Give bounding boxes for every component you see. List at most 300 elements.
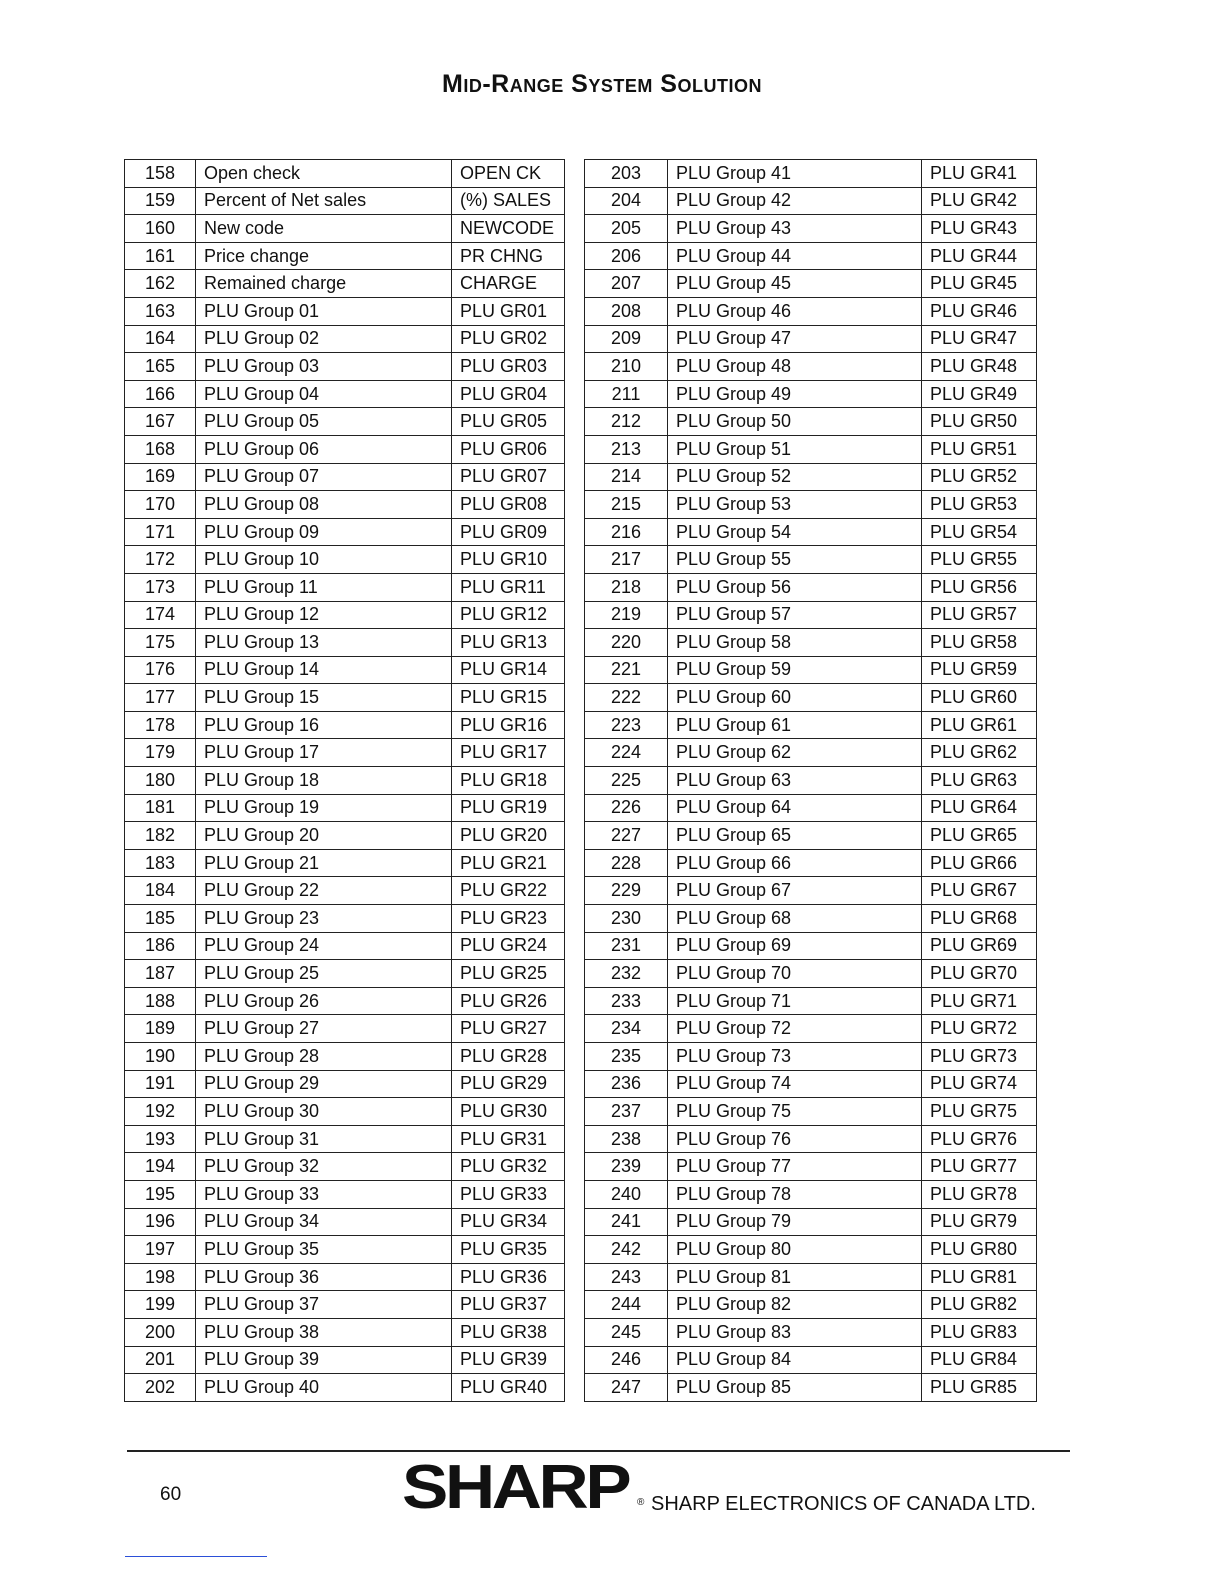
code-mnemonic: PLU GR25 bbox=[452, 960, 565, 988]
table-row bbox=[125, 160, 565, 188]
table-row bbox=[125, 270, 565, 298]
code-mnemonic: PLU GR29 bbox=[452, 1070, 565, 1098]
code-table-right bbox=[584, 159, 1037, 1402]
table-row bbox=[125, 739, 565, 767]
table-row bbox=[125, 1098, 565, 1126]
code-number: 239 bbox=[585, 1153, 668, 1181]
code-number: 226 bbox=[585, 794, 668, 822]
code-number: 162 bbox=[125, 270, 196, 298]
code-mnemonic: PLU GR72 bbox=[922, 1015, 1037, 1043]
table-row bbox=[585, 325, 1037, 353]
code-description: PLU Group 68 bbox=[668, 905, 922, 933]
code-number: 229 bbox=[585, 877, 668, 905]
code-description: PLU Group 72 bbox=[668, 1015, 922, 1043]
table-row bbox=[125, 1153, 565, 1181]
code-number: 240 bbox=[585, 1180, 668, 1208]
table-row bbox=[125, 960, 565, 988]
code-mnemonic: PLU GR16 bbox=[452, 711, 565, 739]
code-mnemonic: PLU GR38 bbox=[452, 1318, 565, 1346]
code-description: PLU Group 08 bbox=[196, 491, 452, 519]
code-mnemonic: PLU GR09 bbox=[452, 518, 565, 546]
table-row bbox=[125, 932, 565, 960]
code-number: 222 bbox=[585, 684, 668, 712]
table-row bbox=[585, 353, 1037, 381]
code-number: 160 bbox=[125, 215, 196, 243]
code-number: 193 bbox=[125, 1125, 196, 1153]
code-description: PLU Group 24 bbox=[196, 932, 452, 960]
code-mnemonic: PLU GR65 bbox=[922, 822, 1037, 850]
table-row bbox=[125, 1346, 565, 1374]
code-number: 202 bbox=[125, 1374, 196, 1402]
table-row bbox=[125, 297, 565, 325]
code-description: PLU Group 45 bbox=[668, 270, 922, 298]
code-mnemonic: PLU GR26 bbox=[452, 987, 565, 1015]
table-row bbox=[125, 1291, 565, 1319]
code-description: PLU Group 61 bbox=[668, 711, 922, 739]
code-mnemonic: PLU GR17 bbox=[452, 739, 565, 767]
registered-mark: ® bbox=[637, 1497, 645, 1508]
code-description: PLU Group 39 bbox=[196, 1346, 452, 1374]
code-number: 221 bbox=[585, 656, 668, 684]
code-mnemonic: PLU GR20 bbox=[452, 822, 565, 850]
code-mnemonic: PLU GR67 bbox=[922, 877, 1037, 905]
code-description: PLU Group 79 bbox=[668, 1208, 922, 1236]
code-description: PLU Group 31 bbox=[196, 1125, 452, 1153]
code-description: PLU Group 07 bbox=[196, 463, 452, 491]
code-number: 175 bbox=[125, 629, 196, 657]
code-description: PLU Group 18 bbox=[196, 767, 452, 795]
table-row bbox=[125, 518, 565, 546]
code-description: PLU Group 06 bbox=[196, 435, 452, 463]
table-row bbox=[585, 408, 1037, 436]
code-description: PLU Group 56 bbox=[668, 573, 922, 601]
table-row bbox=[585, 297, 1037, 325]
code-number: 178 bbox=[125, 711, 196, 739]
sharp-logo: SHARP bbox=[402, 1453, 629, 1522]
code-description: PLU Group 75 bbox=[668, 1098, 922, 1126]
code-number: 227 bbox=[585, 822, 668, 850]
code-number: 183 bbox=[125, 849, 196, 877]
page-number: 60 bbox=[160, 1484, 182, 1505]
code-number: 199 bbox=[125, 1291, 196, 1319]
code-mnemonic: PLU GR39 bbox=[452, 1346, 565, 1374]
code-description: New code bbox=[196, 215, 452, 243]
table-row bbox=[585, 435, 1037, 463]
table-row bbox=[125, 215, 565, 243]
code-description: PLU Group 77 bbox=[668, 1153, 922, 1181]
code-mnemonic: PLU GR73 bbox=[922, 1043, 1037, 1071]
table-row bbox=[585, 1236, 1037, 1264]
code-description: PLU Group 60 bbox=[668, 684, 922, 712]
code-number: 168 bbox=[125, 435, 196, 463]
table-row bbox=[585, 463, 1037, 491]
table-row bbox=[585, 160, 1037, 188]
code-number: 230 bbox=[585, 905, 668, 933]
code-number: 225 bbox=[585, 767, 668, 795]
code-number: 165 bbox=[125, 353, 196, 381]
table-row bbox=[125, 573, 565, 601]
code-mnemonic: PLU GR06 bbox=[452, 435, 565, 463]
code-description: PLU Group 62 bbox=[668, 739, 922, 767]
code-number: 158 bbox=[125, 160, 196, 188]
code-description: PLU Group 74 bbox=[668, 1070, 922, 1098]
code-mnemonic: PLU GR02 bbox=[452, 325, 565, 353]
table-row bbox=[125, 463, 565, 491]
code-number: 213 bbox=[585, 435, 668, 463]
code-mnemonic: PLU GR13 bbox=[452, 629, 565, 657]
code-description: PLU Group 46 bbox=[668, 297, 922, 325]
code-mnemonic: PLU GR78 bbox=[922, 1180, 1037, 1208]
code-mnemonic: PLU GR30 bbox=[452, 1098, 565, 1126]
code-description: PLU Group 17 bbox=[196, 739, 452, 767]
code-number: 219 bbox=[585, 601, 668, 629]
code-mnemonic: PR CHNG bbox=[452, 242, 565, 270]
table-row bbox=[585, 546, 1037, 574]
code-description: PLU Group 71 bbox=[668, 987, 922, 1015]
code-number: 238 bbox=[585, 1125, 668, 1153]
code-mnemonic: PLU GR35 bbox=[452, 1236, 565, 1264]
code-number: 214 bbox=[585, 463, 668, 491]
code-mnemonic: PLU GR45 bbox=[922, 270, 1037, 298]
code-description: PLU Group 38 bbox=[196, 1318, 452, 1346]
code-description: PLU Group 55 bbox=[668, 546, 922, 574]
code-description: PLU Group 21 bbox=[196, 849, 452, 877]
code-description: PLU Group 20 bbox=[196, 822, 452, 850]
code-number: 243 bbox=[585, 1263, 668, 1291]
code-description: PLU Group 65 bbox=[668, 822, 922, 850]
code-description: PLU Group 42 bbox=[668, 187, 922, 215]
code-description: PLU Group 40 bbox=[196, 1374, 452, 1402]
table-row bbox=[585, 739, 1037, 767]
table-row bbox=[585, 1070, 1037, 1098]
code-number: 200 bbox=[125, 1318, 196, 1346]
code-mnemonic: PLU GR57 bbox=[922, 601, 1037, 629]
code-number: 204 bbox=[585, 187, 668, 215]
code-description: PLU Group 58 bbox=[668, 629, 922, 657]
code-number: 170 bbox=[125, 491, 196, 519]
code-mnemonic: PLU GR31 bbox=[452, 1125, 565, 1153]
table-row bbox=[125, 905, 565, 933]
code-number: 171 bbox=[125, 518, 196, 546]
table-row bbox=[125, 656, 565, 684]
code-mnemonic: NEWCODE bbox=[452, 215, 565, 243]
code-number: 212 bbox=[585, 408, 668, 436]
code-mnemonic: PLU GR32 bbox=[452, 1153, 565, 1181]
table-row bbox=[125, 435, 565, 463]
table-row bbox=[585, 1153, 1037, 1181]
table-row bbox=[125, 380, 565, 408]
code-mnemonic: PLU GR34 bbox=[452, 1208, 565, 1236]
company-name: SHARP ELECTRONICS OF CANADA LTD. bbox=[651, 1493, 1036, 1515]
code-number: 192 bbox=[125, 1098, 196, 1126]
code-description: PLU Group 57 bbox=[668, 601, 922, 629]
code-number: 186 bbox=[125, 932, 196, 960]
table-row bbox=[125, 711, 565, 739]
code-description: PLU Group 09 bbox=[196, 518, 452, 546]
code-number: 241 bbox=[585, 1208, 668, 1236]
code-mnemonic: PLU GR59 bbox=[922, 656, 1037, 684]
code-mnemonic: PLU GR23 bbox=[452, 905, 565, 933]
code-number: 180 bbox=[125, 767, 196, 795]
table-row bbox=[585, 1291, 1037, 1319]
table-row bbox=[125, 1318, 565, 1346]
code-number: 209 bbox=[585, 325, 668, 353]
table-row bbox=[125, 408, 565, 436]
table-row bbox=[585, 1346, 1037, 1374]
code-description: PLU Group 01 bbox=[196, 297, 452, 325]
code-number: 215 bbox=[585, 491, 668, 519]
code-number: 187 bbox=[125, 960, 196, 988]
code-description: PLU Group 04 bbox=[196, 380, 452, 408]
code-description: PLU Group 43 bbox=[668, 215, 922, 243]
code-number: 217 bbox=[585, 546, 668, 574]
table-row bbox=[585, 491, 1037, 519]
code-number: 190 bbox=[125, 1043, 196, 1071]
code-mnemonic: PLU GR68 bbox=[922, 905, 1037, 933]
table-row bbox=[125, 187, 565, 215]
table-row bbox=[585, 1098, 1037, 1126]
code-number: 163 bbox=[125, 297, 196, 325]
code-description: PLU Group 78 bbox=[668, 1180, 922, 1208]
code-number: 182 bbox=[125, 822, 196, 850]
code-description: PLU Group 81 bbox=[668, 1263, 922, 1291]
code-mnemonic: PLU GR08 bbox=[452, 491, 565, 519]
code-number: 197 bbox=[125, 1236, 196, 1264]
code-mnemonic: PLU GR69 bbox=[922, 932, 1037, 960]
code-description: PLU Group 37 bbox=[196, 1291, 452, 1319]
code-mnemonic: PLU GR33 bbox=[452, 1180, 565, 1208]
code-mnemonic: PLU GR21 bbox=[452, 849, 565, 877]
code-number: 195 bbox=[125, 1180, 196, 1208]
code-description: PLU Group 59 bbox=[668, 656, 922, 684]
code-number: 189 bbox=[125, 1015, 196, 1043]
table-row bbox=[585, 711, 1037, 739]
table-row bbox=[125, 1236, 565, 1264]
code-number: 237 bbox=[585, 1098, 668, 1126]
code-description: PLU Group 03 bbox=[196, 353, 452, 381]
code-description: PLU Group 47 bbox=[668, 325, 922, 353]
code-mnemonic: PLU GR12 bbox=[452, 601, 565, 629]
code-number: 246 bbox=[585, 1346, 668, 1374]
code-description: PLU Group 05 bbox=[196, 408, 452, 436]
table-row bbox=[585, 656, 1037, 684]
code-mnemonic: PLU GR53 bbox=[922, 491, 1037, 519]
code-mnemonic: PLU GR15 bbox=[452, 684, 565, 712]
code-number: 210 bbox=[585, 353, 668, 381]
table-row bbox=[125, 1180, 565, 1208]
code-description: PLU Group 48 bbox=[668, 353, 922, 381]
table-row bbox=[585, 684, 1037, 712]
code-description: Price change bbox=[196, 242, 452, 270]
table-row bbox=[125, 877, 565, 905]
code-description: PLU Group 36 bbox=[196, 1263, 452, 1291]
table-row bbox=[585, 822, 1037, 850]
table-row bbox=[125, 601, 565, 629]
code-description: PLU Group 14 bbox=[196, 656, 452, 684]
table-row bbox=[125, 1015, 565, 1043]
code-description: PLU Group 15 bbox=[196, 684, 452, 712]
code-mnemonic: PLU GR11 bbox=[452, 573, 565, 601]
code-mnemonic: PLU GR48 bbox=[922, 353, 1037, 381]
code-description: PLU Group 02 bbox=[196, 325, 452, 353]
code-mnemonic: PLU GR50 bbox=[922, 408, 1037, 436]
code-description: PLU Group 13 bbox=[196, 629, 452, 657]
table-row bbox=[125, 1125, 565, 1153]
code-number: 232 bbox=[585, 960, 668, 988]
code-number: 166 bbox=[125, 380, 196, 408]
code-mnemonic: PLU GR04 bbox=[452, 380, 565, 408]
code-description: PLU Group 67 bbox=[668, 877, 922, 905]
code-mnemonic: PLU GR07 bbox=[452, 463, 565, 491]
code-description: PLU Group 64 bbox=[668, 794, 922, 822]
table-row bbox=[125, 822, 565, 850]
code-description: PLU Group 25 bbox=[196, 960, 452, 988]
code-mnemonic: PLU GR82 bbox=[922, 1291, 1037, 1319]
code-number: 224 bbox=[585, 739, 668, 767]
code-mnemonic: PLU GR66 bbox=[922, 849, 1037, 877]
code-number: 231 bbox=[585, 932, 668, 960]
code-number: 177 bbox=[125, 684, 196, 712]
code-mnemonic: PLU GR14 bbox=[452, 656, 565, 684]
code-mnemonic: PLU GR01 bbox=[452, 297, 565, 325]
table-row bbox=[125, 794, 565, 822]
table-row bbox=[125, 491, 565, 519]
code-description: PLU Group 11 bbox=[196, 573, 452, 601]
table-row bbox=[125, 629, 565, 657]
code-description: PLU Group 30 bbox=[196, 1098, 452, 1126]
table-row bbox=[585, 242, 1037, 270]
code-number: 176 bbox=[125, 656, 196, 684]
code-number: 164 bbox=[125, 325, 196, 353]
code-number: 169 bbox=[125, 463, 196, 491]
code-mnemonic: PLU GR64 bbox=[922, 794, 1037, 822]
code-description: PLU Group 49 bbox=[668, 380, 922, 408]
code-mnemonic: PLU GR19 bbox=[452, 794, 565, 822]
code-description: Remained charge bbox=[196, 270, 452, 298]
table-row bbox=[585, 518, 1037, 546]
code-number: 194 bbox=[125, 1153, 196, 1181]
code-mnemonic: PLU GR75 bbox=[922, 1098, 1037, 1126]
code-mnemonic: PLU GR42 bbox=[922, 187, 1037, 215]
scan-underline bbox=[125, 1556, 267, 1557]
code-mnemonic: PLU GR03 bbox=[452, 353, 565, 381]
code-description: PLU Group 70 bbox=[668, 960, 922, 988]
code-number: 206 bbox=[585, 242, 668, 270]
table-row bbox=[585, 1043, 1037, 1071]
table-row bbox=[585, 960, 1037, 988]
code-description: PLU Group 19 bbox=[196, 794, 452, 822]
code-mnemonic: PLU GR10 bbox=[452, 546, 565, 574]
code-description: Percent of Net sales bbox=[196, 187, 452, 215]
code-mnemonic: PLU GR55 bbox=[922, 546, 1037, 574]
code-number: 174 bbox=[125, 601, 196, 629]
code-mnemonic: PLU GR70 bbox=[922, 960, 1037, 988]
code-mnemonic: PLU GR61 bbox=[922, 711, 1037, 739]
table-row bbox=[125, 1374, 565, 1402]
code-mnemonic: PLU GR24 bbox=[452, 932, 565, 960]
code-number: 185 bbox=[125, 905, 196, 933]
table-row bbox=[125, 353, 565, 381]
table-row bbox=[585, 187, 1037, 215]
code-mnemonic: PLU GR79 bbox=[922, 1208, 1037, 1236]
table-row bbox=[125, 546, 565, 574]
code-number: 167 bbox=[125, 408, 196, 436]
code-description: PLU Group 76 bbox=[668, 1125, 922, 1153]
table-row bbox=[585, 987, 1037, 1015]
table-row bbox=[585, 215, 1037, 243]
code-mnemonic: PLU GR28 bbox=[452, 1043, 565, 1071]
table-row bbox=[125, 767, 565, 795]
code-number: 218 bbox=[585, 573, 668, 601]
code-description: Open check bbox=[196, 160, 452, 188]
code-description: PLU Group 35 bbox=[196, 1236, 452, 1264]
code-number: 172 bbox=[125, 546, 196, 574]
table-row bbox=[585, 1180, 1037, 1208]
code-mnemonic: PLU GR83 bbox=[922, 1318, 1037, 1346]
code-number: 181 bbox=[125, 794, 196, 822]
code-description: PLU Group 22 bbox=[196, 877, 452, 905]
code-number: 244 bbox=[585, 1291, 668, 1319]
code-number: 173 bbox=[125, 573, 196, 601]
code-description: PLU Group 12 bbox=[196, 601, 452, 629]
table-row bbox=[125, 242, 565, 270]
code-mnemonic: PLU GR49 bbox=[922, 380, 1037, 408]
code-description: PLU Group 26 bbox=[196, 987, 452, 1015]
code-number: 161 bbox=[125, 242, 196, 270]
code-number: 208 bbox=[585, 297, 668, 325]
code-number: 196 bbox=[125, 1208, 196, 1236]
code-description: PLU Group 27 bbox=[196, 1015, 452, 1043]
table-row bbox=[125, 987, 565, 1015]
code-mnemonic: PLU GR36 bbox=[452, 1263, 565, 1291]
code-description: PLU Group 23 bbox=[196, 905, 452, 933]
code-description: PLU Group 73 bbox=[668, 1043, 922, 1071]
code-mnemonic: PLU GR41 bbox=[922, 160, 1037, 188]
code-description: PLU Group 84 bbox=[668, 1346, 922, 1374]
table-row bbox=[585, 1208, 1037, 1236]
table-row bbox=[585, 905, 1037, 933]
code-mnemonic: PLU GR80 bbox=[922, 1236, 1037, 1264]
code-number: 220 bbox=[585, 629, 668, 657]
code-mnemonic: PLU GR56 bbox=[922, 573, 1037, 601]
code-mnemonic: PLU GR77 bbox=[922, 1153, 1037, 1181]
code-mnemonic: PLU GR44 bbox=[922, 242, 1037, 270]
code-number: 245 bbox=[585, 1318, 668, 1346]
code-number: 236 bbox=[585, 1070, 668, 1098]
code-mnemonic: OPEN CK bbox=[452, 160, 565, 188]
table-row bbox=[125, 1043, 565, 1071]
code-mnemonic: PLU GR51 bbox=[922, 435, 1037, 463]
code-number: 223 bbox=[585, 711, 668, 739]
code-number: 179 bbox=[125, 739, 196, 767]
code-mnemonic: PLU GR62 bbox=[922, 739, 1037, 767]
code-number: 242 bbox=[585, 1236, 668, 1264]
code-description: PLU Group 69 bbox=[668, 932, 922, 960]
table-row bbox=[125, 1263, 565, 1291]
code-mnemonic: PLU GR40 bbox=[452, 1374, 565, 1402]
code-mnemonic: PLU GR74 bbox=[922, 1070, 1037, 1098]
code-description: PLU Group 83 bbox=[668, 1318, 922, 1346]
table-row bbox=[585, 767, 1037, 795]
code-number: 203 bbox=[585, 160, 668, 188]
code-mnemonic: CHARGE bbox=[452, 270, 565, 298]
table-row bbox=[585, 794, 1037, 822]
code-mnemonic: (%) SALES bbox=[452, 187, 565, 215]
code-mnemonic: PLU GR37 bbox=[452, 1291, 565, 1319]
code-description: PLU Group 50 bbox=[668, 408, 922, 436]
table-row bbox=[585, 1374, 1037, 1402]
code-description: PLU Group 33 bbox=[196, 1180, 452, 1208]
